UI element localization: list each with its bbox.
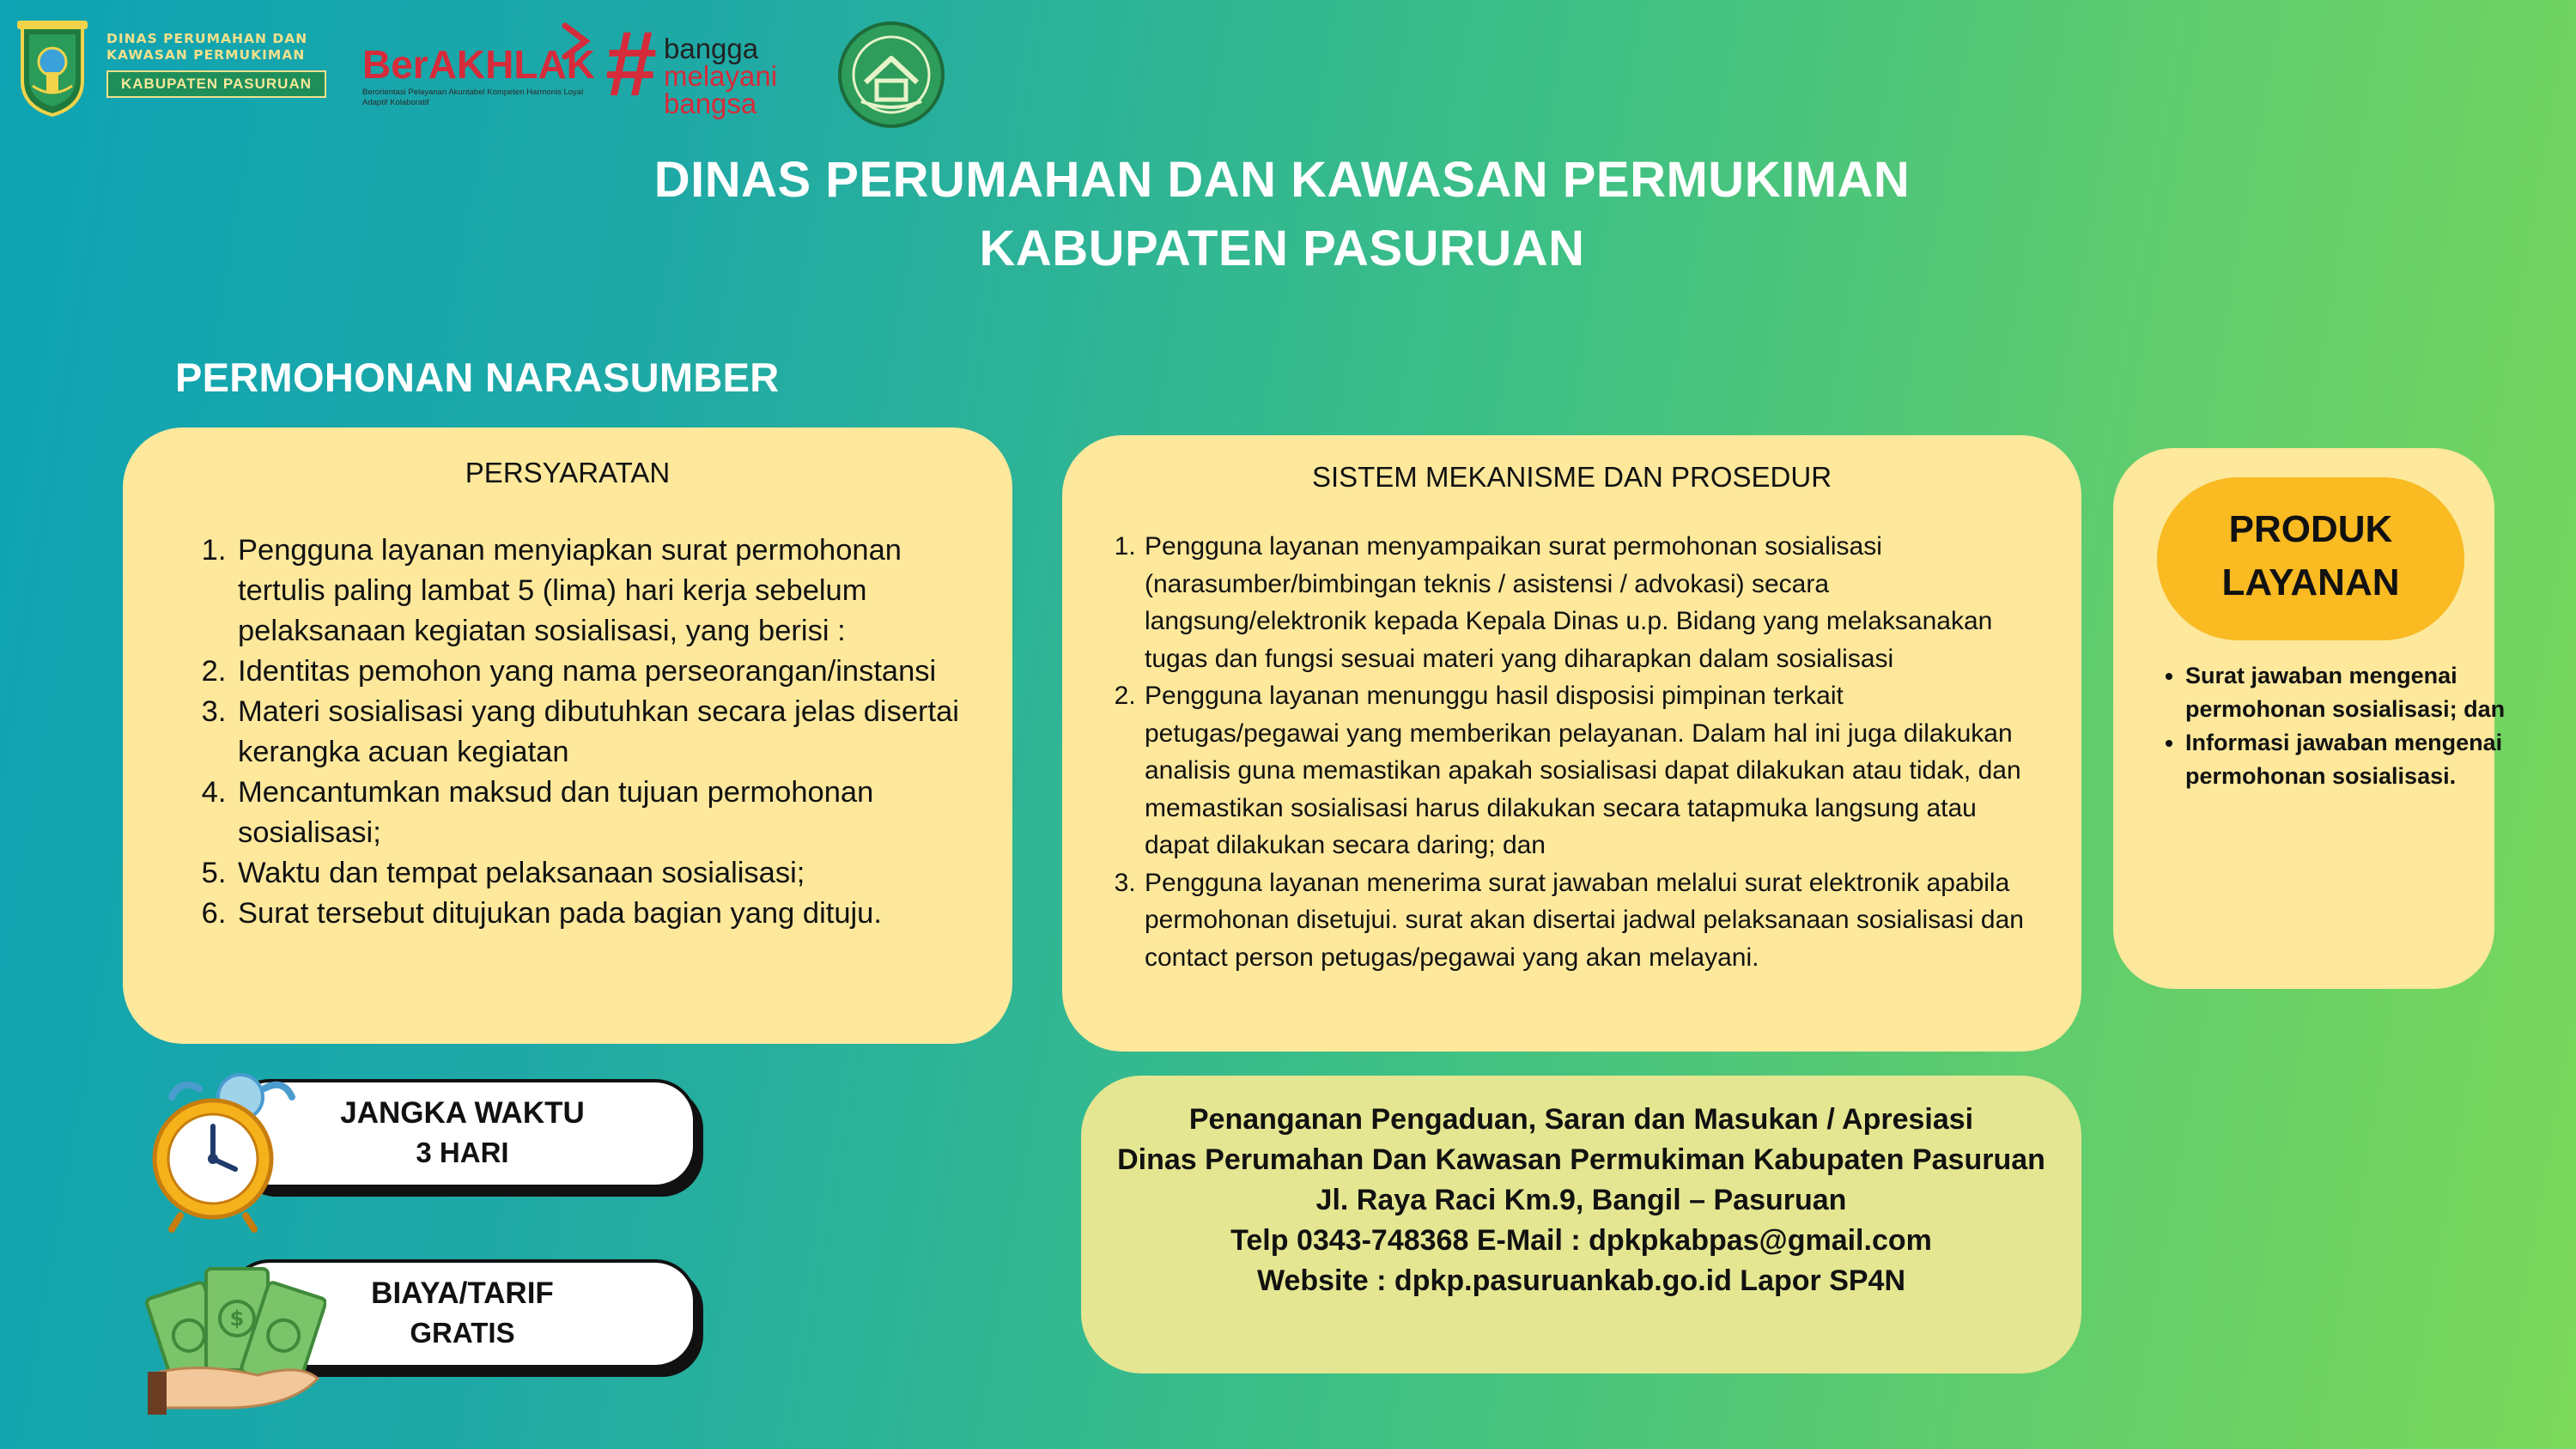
requirement-item: 3. Materi sosialisasi yang dibutuhkan secara jelas disertai kerangka acuan kegiatan xyxy=(234,692,961,773)
requirements-card xyxy=(123,427,1012,1044)
money-hand-icon xyxy=(137,1262,326,1416)
procedure-title: SISTEM MEKANISME DAN PROSEDUR xyxy=(1311,461,1832,493)
kabupaten-emblem-icon xyxy=(17,21,88,117)
product-card xyxy=(2113,448,2506,989)
page-title xyxy=(0,146,2564,283)
contact-card xyxy=(1081,1076,2081,1373)
procedure-item: 3. Pengguna layanan menerima surat jawaban melalui surat elektronik apabila permohonan disetujui. surat akan disertai jadwal pelaksanaan sosialisasi dan contact person petugas/pegawai yang akan melayani. xyxy=(1143,864,2038,977)
product-title-line2: LAYANAN xyxy=(2221,561,2400,603)
page-title-line1: DINAS PERUMAHAN DAN KAWASAN PERMUKIMAN xyxy=(653,152,1911,208)
product-item: • Informasi jawaban mengenai permohonan sosialisasi. xyxy=(2185,726,2512,793)
page-title-line2: KABUPATEN PASURUAN xyxy=(979,221,1585,276)
bangga-melayani-logo xyxy=(605,11,829,119)
cost-label: BIAYA/TARIF xyxy=(371,1276,554,1310)
berakhlak-logo xyxy=(354,21,611,115)
bangga-line2: melayani xyxy=(664,60,778,92)
logo-row xyxy=(17,11,962,127)
requirement-item: 2. Identitas pemohon yang nama perseorangan/instansi xyxy=(234,652,961,692)
product-title-line1: PRODUK xyxy=(2228,508,2393,550)
contact-line1: Penanganan Pengaduan, Saran dan Masukan / Apresiasi xyxy=(1188,1103,1974,1136)
procedure-card xyxy=(1062,435,2081,1052)
housing-circle-emblem-icon xyxy=(835,19,947,130)
procedure-item: 2. Pengguna layanan menunggu hasil disposisi pimpinan terkait petugas/pegawai yang memberikan pelayanan. Dalam hal ini juga dilakukan analisis guna memastikan apakah sosialisasi dapat dilakukan atau tidak, dan memastikan sosialisasi harus dilakukan secara tatapmuka langsung atau dapat dilakukan secara daring; dan xyxy=(1143,677,2038,864)
cost-value: GRATIS xyxy=(410,1317,515,1349)
berakhlak-chevron-icon xyxy=(560,22,594,60)
alarm-clock-icon xyxy=(146,1063,318,1234)
dinas-logo-line1: DINAS PERUMAHAN DAN xyxy=(106,31,308,46)
time-value: 3 HARI xyxy=(416,1137,509,1168)
berakhlak-word: BerAKHLAK xyxy=(362,42,595,87)
dinas-logo-line2: KAWASAN PERMUKIMAN xyxy=(106,47,306,63)
contact-website[interactable]: Website : dpkp.pasuruankab.go.id Lapor SP4N xyxy=(1256,1264,1906,1297)
hashtag-icon: # xyxy=(605,11,658,115)
requirement-item: 1. Pengguna layanan menyiapkan surat permohonan tertulis paling lambat 5 (lima) hari kerja sebelum pelaksanaan kegiatan sosialisasi, yang berisi : xyxy=(234,530,961,652)
svg-text:$: $ xyxy=(229,1307,245,1331)
requirements-title: PERSYARATAN xyxy=(465,457,671,488)
bangga-line3: bangsa xyxy=(664,88,757,119)
requirement-item: 6. Surat tersebut ditujukan pada bagian yang dituju. xyxy=(234,894,961,934)
procedure-list xyxy=(1114,528,2038,976)
time-label: JANGKA WAKTU xyxy=(340,1096,585,1130)
requirement-item: 5. Waktu dan tempat pelaksanaan sosialisasi; xyxy=(234,853,961,894)
section-heading: PERMOHONAN NARASUMBER xyxy=(175,355,780,400)
product-item: • Surat jawaban mengenai permohonan sosialisasi; dan xyxy=(2185,659,2512,726)
dinas-logo-kabupaten: KABUPATEN PASURUAN xyxy=(106,70,326,98)
contact-text xyxy=(1081,1100,2081,1301)
bangga-line1: bangga xyxy=(664,33,759,64)
procedure-item: 1. Pengguna layanan menyampaikan surat permohonan sosialisasi (narasumber/bimbingan teknis / asistensi / advokasi) secara langsung/elektronik kepada Kepala Dinas u.p. Bidang yang melaksanakan tugas dan fungsi sesuai materi yang diharapkan dalam sosialisasi xyxy=(1143,528,2038,677)
contact-address: Jl. Raya Raci Km.9, Bangil – Pasuruan xyxy=(1315,1184,1847,1216)
requirement-item: 4. Mencantumkan maksud dan tujuan permohonan sosialisasi; xyxy=(234,773,961,853)
requirements-list xyxy=(205,530,961,934)
product-list xyxy=(2151,659,2512,793)
contact-phone-email[interactable]: Telp 0343-748368 E-Mail : dpkpkabpas@gmail.com xyxy=(1230,1224,1932,1257)
contact-line2: Dinas Perumahan Dan Kawasan Permukiman Kabupaten Pasuruan xyxy=(1117,1143,2045,1176)
berakhlak-tagline: Berorientasi Pelayanan Akuntabel Kompeten Harmonis Loyal Adaptif Kolaboratif xyxy=(362,88,584,107)
product-title-badge xyxy=(2157,477,2464,640)
dinas-logo-text xyxy=(106,31,364,98)
